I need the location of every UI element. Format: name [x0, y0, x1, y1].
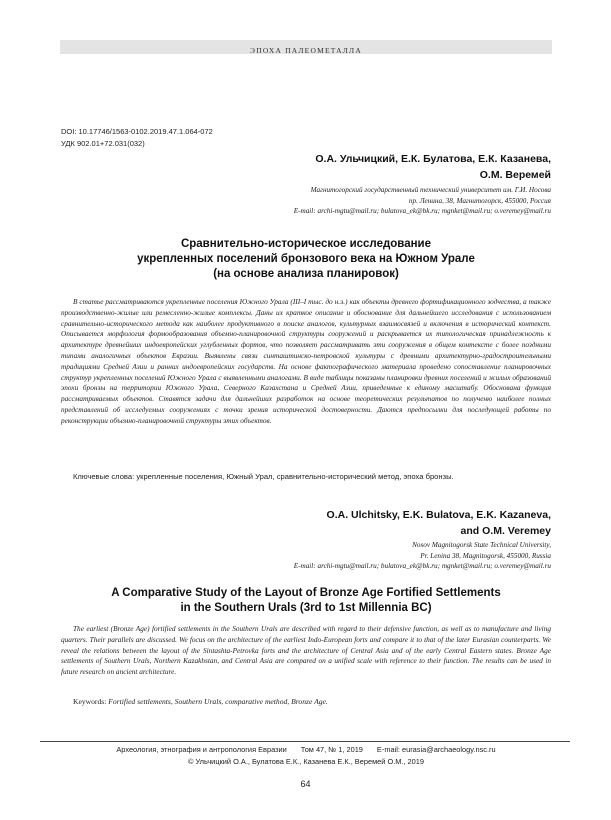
affiliation-ru-line: Магнитогорский государственный технический университет им. Г.И. Носова [310, 186, 551, 194]
copyright: © Ульчицкий О.А., Булатова Е.К., Казанева Е.К., Веремей О.М., 2019 [187, 757, 425, 766]
section-header-text: ЭПОХА ПАЛЕОМЕТАЛЛА [250, 46, 362, 55]
udk: УДК 902.01+72.031(032) [61, 139, 145, 148]
footer-journal-line [60, 745, 552, 754]
keywords-en [73, 696, 551, 707]
affiliation-en-line: E-mail: archi-mgtu@mail.ru; bulatova_ek@bk.ru; mgnket@mail.ru; o.veremey@mail.ru [293, 562, 551, 570]
affiliation-ru-line: E-mail: archi-mgtu@mail.ru; bulatova_ek@bk.ru; mgnket@mail.ru; o.veremey@mail.ru [293, 207, 551, 215]
keywords-ru [73, 471, 551, 482]
title-en [60, 586, 552, 616]
title-ru-line: укрепленных поселений бронзового века на Южном Урале [137, 253, 475, 265]
journal-email: E-mail: eurasia@archaeology.nsc.ru [376, 745, 496, 754]
authors-ru-line: О.А. Ульчицкий, Е.К. Булатова, Е.К. Казанева, [315, 153, 551, 165]
journal-name: Археология, этнография и антропология Евразии [116, 745, 287, 754]
authors-en [111, 507, 551, 539]
page-number: 64 [300, 779, 311, 789]
abstract-ru: В статье рассматриваются укрепленные поселения Южного Урала (III–I тыс. до н.э.) как объекты древнего фортификационного зодчества, а также производственно-жилые или ремесленно-жилые комплексы. Даны их краткое описание и обоснование для дальнейшего исследования с использованием сравнительно-исторического метода как наиболее продуктивного в поиске аналогов, культурных взаимосвязей и включения в исторический контекст. Описывается морфология формообразования объемно-планировочной структуры сооружений и раскрывается их типологическая принадлежность к архитектуре древнейших индоевропейских углубленных фортов, что позволяет рассматривать эти сооружения в общем контексте с более поздними типами аналогичных объектов Евразии. Выявлены связи синташтинско-петровской культуры с древними архитектурно-градостроительными традициями Средней Азии и ранних индоевропейских государств. На основе фактографического материала проведено сопоставление планировочных структур укрепленных поселений Южного Урала с выявленными аналогами. В виде таблицы показаны планировки древних поселений и жилых образований эпохи бронзы на территории Южного Урала, Северного Казахстана и Средней Азии, приведенные к единому масштабу. Обоснована функция рассматриваемых объектов. Ставятся задачи для дальнейших разработок на основе теоретических результатов по полученю наиболее полных представлений об исследуемых сооружениях с точки зрения исторической достоверности. Даются предпосылки для последующей работы по реконструкции объемно-планировочной структуры этих объектов. [61, 297, 551, 425]
affiliation-ru-line: пр. Ленина, 38, Магнитогорск, 455000, Россия [408, 196, 551, 205]
affiliation-en-line: Pr. Lenina 38, Magnitogorsk, 455000, Russia [420, 551, 551, 560]
keywords-en-label: Keywords: [73, 697, 107, 706]
authors-ru [111, 151, 551, 183]
keywords-en-value: Fortified settlements, Southern Urals, comparative method, Bronze Age. [108, 697, 328, 706]
section-header-band [60, 40, 552, 54]
keywords-ru-value: укрепленные поселения, Южный Урал, сравнительно-исторический метод, эпоха бронзы. [136, 472, 454, 481]
affiliation-en [91, 540, 551, 572]
affiliation-en-line: Nosov Magnitogorsk State Technical University, [412, 541, 551, 549]
keywords-ru-label: Ключевые слова: [73, 472, 135, 481]
journal-volume: Том 47, № 1, 2019 [300, 745, 363, 754]
title-en-line: A Comparative Study of the Layout of Bronze Age Fortified Settlements [111, 587, 501, 599]
footer-divider [40, 741, 570, 742]
authors-en-line: and O.M. Veremey [460, 525, 551, 537]
affiliation-ru [91, 185, 551, 217]
title-ru [60, 237, 552, 282]
title-ru-line: Сравнительно-историческое исследование [180, 238, 432, 250]
doi: DOI: 10.17746/1563-0102.2019.47.1.064-072 [61, 127, 213, 136]
title-ru-line: (на основе анализа планировок) [213, 268, 399, 280]
authors-ru-line: О.М. Веремей [479, 169, 551, 181]
title-en-line: in the Southern Urals (3rd to 1st Millennia BC) [180, 602, 432, 614]
abstract-en: The earliest (Bronze Age) fortified settlements in the Southern Urals are described with regard to their defensive function, as well as to manufacture and living quarters. Their parallels are discussed. We focus on the architecture of the earliest Indo-European forts and compare it to that of the later Eurasian counterparts. We reveal the relations between the layout of the Sintashta-Petrovka forts and the architecture of Central Asia and of the early Central Eastern states. Bronze Age settlements of Southern Urals, Northern Kazakhstan, and Central Asia are compared on a unified scale with reference to their function. The results can be used in future research on ancient architecture. [61, 624, 551, 677]
authors-en-line: O.A. Ulchitsky, E.K. Bulatova, E.K. Kazaneva, [326, 509, 551, 521]
